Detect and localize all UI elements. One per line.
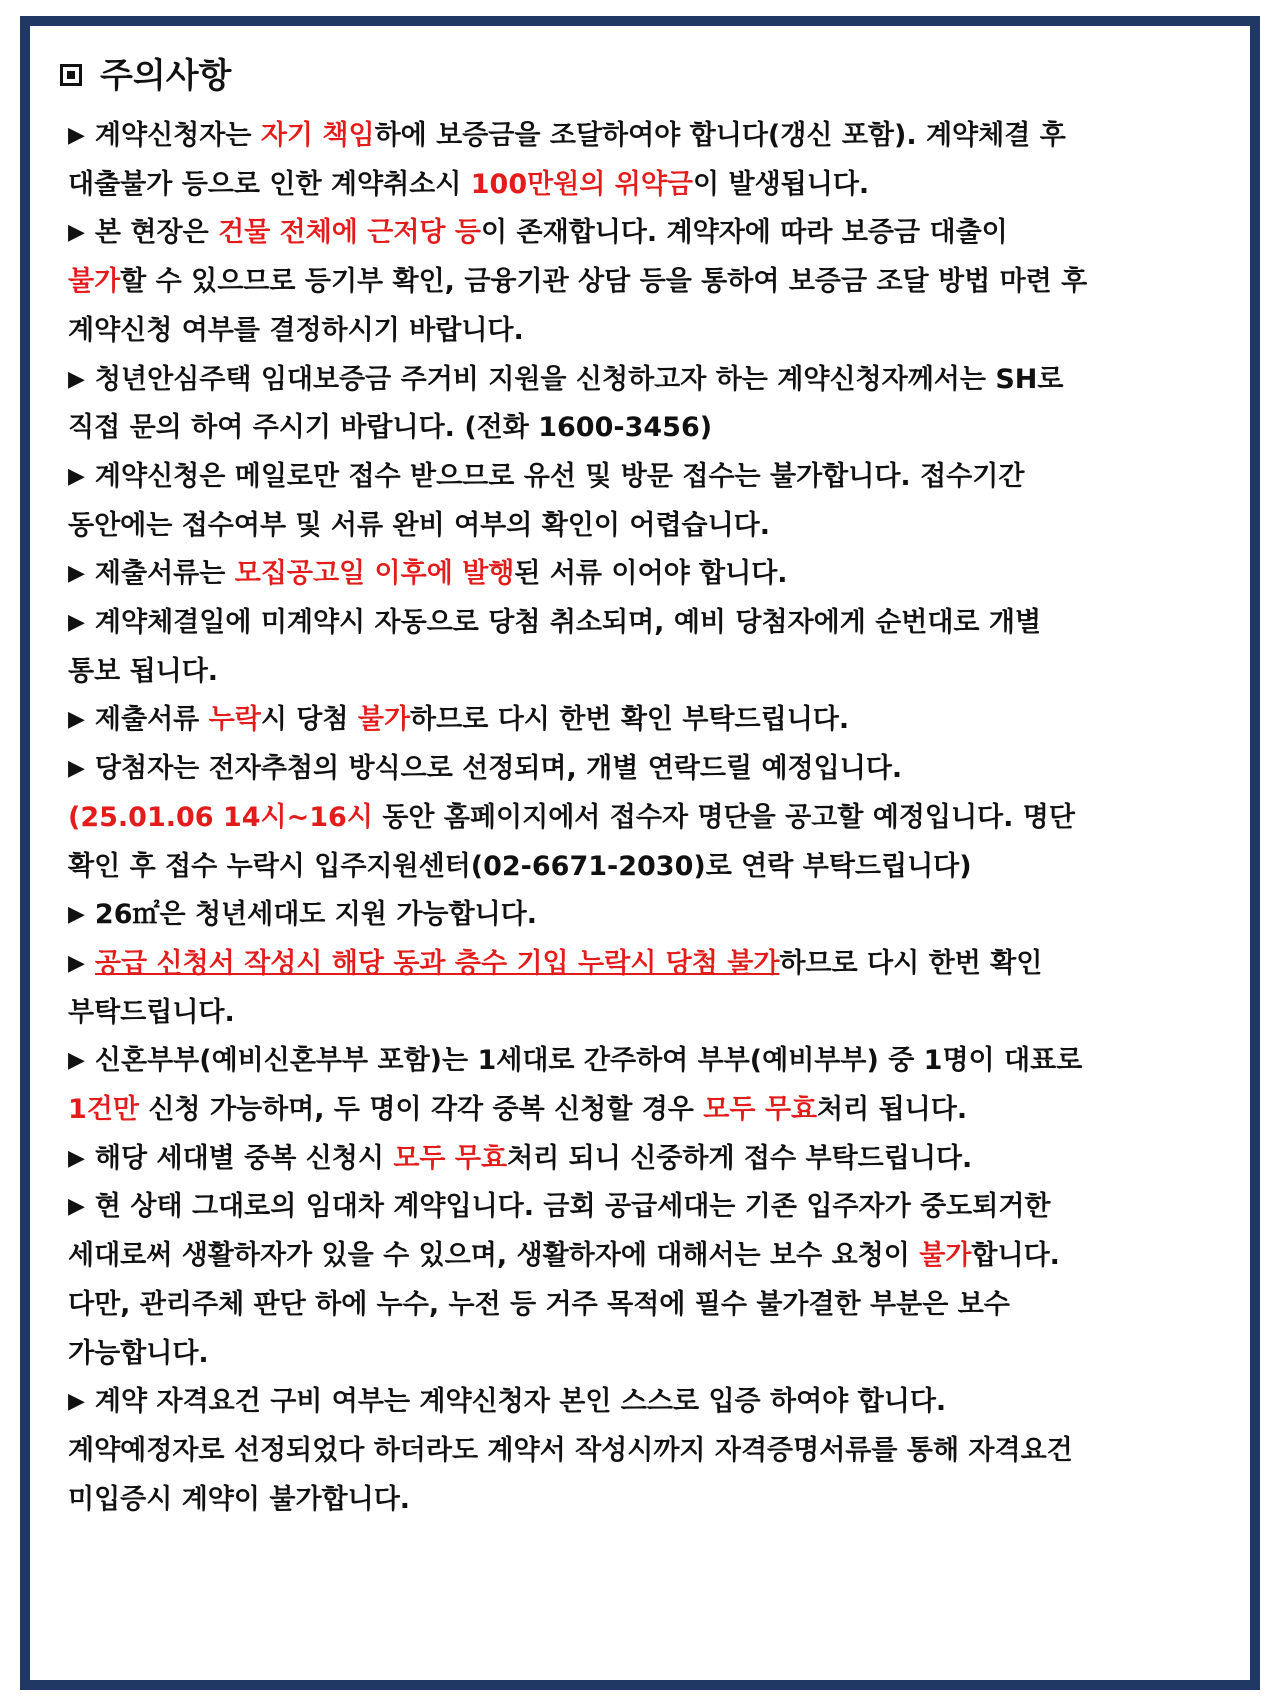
- notice-item-continuation: [68, 314, 524, 346]
- highlighted-text: 불가: [68, 266, 121, 298]
- notice-item: [68, 217, 1008, 249]
- notice-text: 제출서류: [94, 704, 209, 736]
- highlighted-text: 100만원의 위약금: [470, 168, 694, 200]
- triangle-bullet-icon: ▶: [68, 1194, 85, 1220]
- notice-item-continuation: [68, 1288, 1010, 1320]
- notice-item: [68, 1386, 947, 1418]
- notice-item-continuation: [68, 655, 219, 687]
- triangle-bullet-icon: ▶: [68, 1145, 85, 1171]
- notice-item-continuation: [68, 1483, 411, 1515]
- highlighted-text: 25.01.06 14시~16시: [80, 801, 373, 833]
- notice-text: 하므로 다시 한번 확인 부탁드립니다.: [410, 704, 850, 736]
- notice-item: [68, 363, 1064, 395]
- notice-item-continuation: [68, 850, 972, 882]
- triangle-bullet-icon: ▶: [68, 220, 85, 246]
- notice-item: [68, 1142, 973, 1174]
- notice-text: 당첨자는 전자추첨의 방식으로 선정되며, 개별 연락드릴 예정입니다.: [94, 753, 903, 785]
- notice-text: 할 수 있으므로 등기부 확인, 금융기관 상담 등을 통하여 보증금 조달 방법 마련 후: [120, 266, 1088, 298]
- triangle-bullet-icon: ▶: [68, 366, 85, 392]
- notice-item-continuation: [68, 266, 1088, 298]
- notice-text: 동안에는 접수여부 및 서류 완비 여부의 확인이 어렵습니다.: [68, 509, 771, 541]
- notice-text: 직접 문의 하여 주시기 바랍니다. (전화 1600-3456): [68, 412, 713, 444]
- notice-text: 현 상태 그대로의 임대차 계약입니다. 금회 공급세대는 기존 입주자가 중도퇴거한: [94, 1191, 1051, 1223]
- notice-item-continuation: [68, 412, 713, 444]
- notice-text: 해당 세대별 중복 신청시: [94, 1142, 394, 1174]
- highlighted-text: (: [68, 801, 81, 833]
- triangle-bullet-icon: ▶: [68, 950, 85, 976]
- highlighted-text: 1건만: [68, 1094, 139, 1125]
- notice-text: 처리 되니 신중하게 접수 부탁드립니다.: [507, 1142, 973, 1174]
- notice-text: 계약예정자로 선정되었다 하더라도 계약서 작성시까지 자격증명서류를 통해 자격요건: [68, 1434, 1073, 1466]
- highlighted-text: 모집공고일 이후에 발행: [234, 558, 515, 590]
- notice-text: 신청 가능하며, 두 명이 각각 중복 신청할 경우: [138, 1094, 704, 1125]
- notice-text: 하에 보증금을 조달하여야 합니다(갱신 포함). 계약체결 후: [374, 120, 1066, 151]
- triangle-bullet-icon: ▶: [68, 1048, 85, 1074]
- title-text: 주의사항: [100, 56, 232, 96]
- notice-text: 계약체결일에 미계약시 자동으로 당첨 취소되며, 예비 당첨자에게 순번대로 개별: [94, 607, 1042, 638]
- highlighted-text: 모두 무효: [393, 1142, 508, 1174]
- notice-item: [68, 1045, 1083, 1077]
- notice-text: 이 존재합니다. 계약자에 따라 보증금 대출이: [481, 217, 1008, 249]
- notice-item: [68, 1191, 1051, 1223]
- highlighted-text: 모두 무효: [703, 1094, 818, 1125]
- notice-text: 제출서류는: [94, 558, 235, 590]
- triangle-bullet-icon: ▶: [68, 561, 85, 587]
- triangle-bullet-icon: ▶: [68, 707, 85, 733]
- notice-item-continuation: [68, 1096, 967, 1123]
- notice-text: 본 현장은: [94, 217, 219, 249]
- highlighted-text: 누락: [208, 704, 261, 736]
- triangle-bullet-icon: ▶: [68, 902, 85, 928]
- notice-item-continuation: [68, 1337, 209, 1369]
- notice-item: [68, 122, 1066, 149]
- notice-item-continuation: [68, 509, 771, 541]
- notice-text: 대출불가 등으로 인한 계약취소시: [68, 168, 471, 200]
- notice-text: 계약신청은 메일로만 접수 받으므로 유선 및 방문 접수는 불가합니다. 접수기간: [94, 460, 1025, 492]
- notice-item: [68, 947, 1043, 979]
- notice-text: 계약신청자는: [94, 120, 261, 151]
- triangle-bullet-icon: ▶: [68, 756, 85, 782]
- notice-item: [68, 753, 903, 785]
- notice-item: [68, 460, 1025, 492]
- notice-text: 26㎡은 청년세대도 지원 가능합니다.: [94, 899, 538, 931]
- notice-text: 청년안심주택 임대보증금 주거비 지원을 신청하고자 하는 계약신청자께서는 SH로: [94, 363, 1064, 395]
- notice-item-continuation: [68, 1240, 1060, 1272]
- notice-text: 다만, 관리주체 판단 하에 누수, 누전 등 거주 목적에 필수 불가결한 부분은 보수: [68, 1288, 1010, 1320]
- notice-item: [68, 558, 788, 590]
- notice-text: 가능합니다.: [68, 1337, 209, 1369]
- notice-text: 합니다.: [971, 1240, 1060, 1272]
- notice-item-continuation: [68, 168, 870, 200]
- notice-text: 시 당첨: [260, 704, 358, 736]
- notice-item: [68, 704, 850, 736]
- notice-text: 확인 후 접수 누락시 입주지원센터(02-6671-2030)로 연락 부탁드립니다): [68, 850, 972, 882]
- highlighted-text: 공급 신청서 작성시 해당 동과 층수 기입 누락시 당첨 불가: [94, 947, 780, 979]
- notice-item: [68, 609, 1041, 636]
- highlighted-text: 건물 전체에 근저당 등: [218, 217, 481, 249]
- notice-text: 동안 홈페이지에서 접수자 명단을 공고할 예정입니다. 명단: [372, 801, 1075, 833]
- notice-text: 미입증시 계약이 불가합니다.: [68, 1483, 411, 1515]
- notice-text: 계약 자격요건 구비 여부는 계약신청자 본인 스스로 입증 하여야 합니다.: [94, 1386, 947, 1418]
- notice-item-continuation: [68, 996, 235, 1028]
- notice-text: 하므로 다시 한번 확인: [779, 947, 1043, 979]
- highlighted-text: 불가: [919, 1240, 972, 1272]
- triangle-bullet-icon: ▶: [68, 463, 85, 489]
- highlighted-text: 자기 책임: [260, 120, 375, 151]
- triangle-bullet-icon: ▶: [68, 1389, 85, 1415]
- notice-text: 통보 됩니다.: [68, 655, 219, 687]
- notice-text: 이 발생됩니다.: [693, 168, 870, 200]
- highlighted-text: 불가: [357, 704, 411, 736]
- notice-text: 처리 됩니다.: [817, 1094, 968, 1125]
- notice-item: [68, 899, 538, 931]
- notice-text: 부탁드립니다.: [68, 996, 235, 1028]
- notice-item-continuation: [68, 1434, 1073, 1466]
- triangle-bullet-icon: ▶: [68, 610, 85, 635]
- notice-text: 신혼부부(예비신혼부부 포함)는 1세대로 간주하여 부부(예비부부) 중 1명이 대표로: [94, 1045, 1083, 1077]
- notice-item-continuation: [68, 801, 1075, 833]
- notice-text: 세대로써 생활하자가 있을 수 있으며, 생활하자에 대해서는 보수 요청이: [68, 1240, 920, 1272]
- triangle-bullet-icon: ▶: [68, 123, 85, 148]
- notice-text: 계약신청 여부를 결정하시기 바랍니다.: [68, 314, 524, 346]
- notice-text: 된 서류 이어야 합니다.: [514, 558, 788, 590]
